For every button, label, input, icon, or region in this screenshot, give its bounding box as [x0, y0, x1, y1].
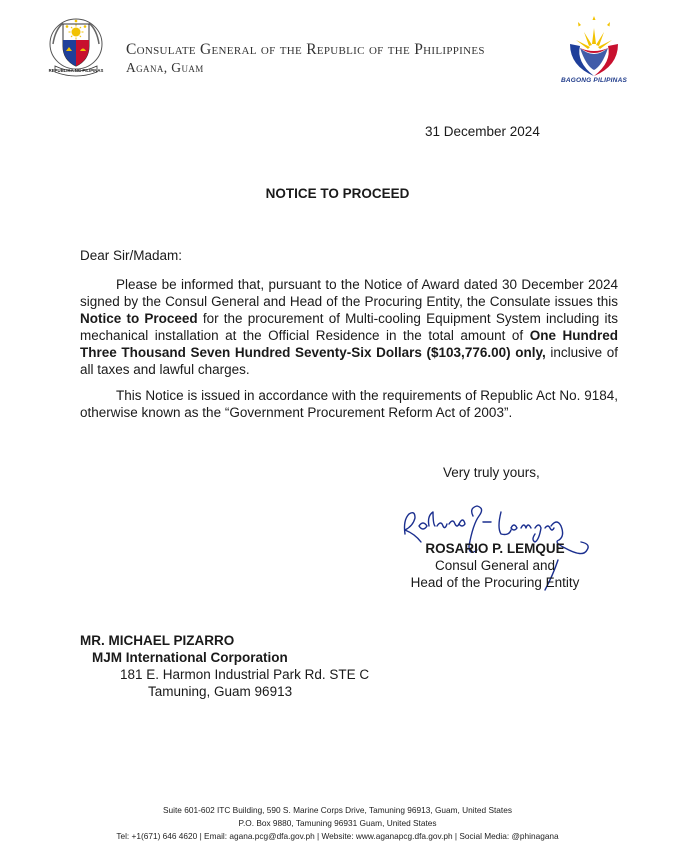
body-paragraph-2: This Notice is issued in accordance with the requirements of Republic Act No. 9184, otherwise known as the “Government Procurement Reform Act of 2003”.	[80, 388, 618, 420]
recipient-name: MR. MICHAEL PIZARRO	[80, 633, 235, 648]
page-title: NOTICE TO PROCEED	[265, 186, 410, 201]
body-paragraph-1: Please be informed that, pursuant to the Notice of Award dated 30 December 2024 signed by the Consul General and Head of the Procuring Entity, the Consulate issues this Notice to Proceed for the procurement of Multi-cooling Equipment System including its mechanical installation at the Official Residence in the total amount of One Hundred Three Thousand Seven Hundred Seventy-Six Dollars ($103,776.00) only, inclusive of all taxes and lawful charges.	[80, 277, 618, 377]
recipient-company: MJM International Corporation	[92, 650, 288, 665]
closing: Very truly yours,	[443, 465, 540, 480]
signatory-title-1: Consul General and	[434, 558, 556, 573]
footer-contact: Tel: +1(671) 646 4620 | Email: agana.pcg@dfa.gov.ph | Website: www.aganapcg.dfa.gov.ph | Social Media: @phinagana	[116, 831, 559, 841]
recipient-block	[80, 632, 369, 700]
seal-banner-text: REPUBLIKA NG PILIPINAS	[48, 68, 104, 73]
recipient-city: Tamuning, Guam 96913	[148, 684, 293, 699]
letterhead	[126, 41, 485, 76]
signatory-block	[400, 540, 590, 591]
bagong-pilipinas-logo-icon	[556, 14, 632, 84]
salutation: Dear Sir/Madam:	[80, 248, 183, 263]
letter-date: 31 December 2024	[425, 124, 540, 139]
letterhead-line1: Consulate General of the Republic of the Philippines	[126, 41, 485, 58]
recipient-address: 181 E. Harmon Industrial Park Rd. STE C	[120, 667, 370, 682]
signatory-title-2: Head of the Procuring Entity	[410, 575, 580, 590]
footer	[0, 804, 675, 843]
letterhead-line2: Agana, Guam	[126, 60, 204, 75]
footer-address: Suite 601-602 ITC Building, 590 S. Marine Corps Drive, Tamuning 96913, Guam, United States	[163, 805, 512, 815]
signatory-name: ROSARIO P. LEMQUE	[425, 541, 565, 556]
bagong-pilipinas-text: BAGONG PILIPINAS	[560, 77, 628, 84]
footer-po-box: P.O. Box 9880, Tamuning 96931 Guam, United States	[238, 818, 437, 828]
